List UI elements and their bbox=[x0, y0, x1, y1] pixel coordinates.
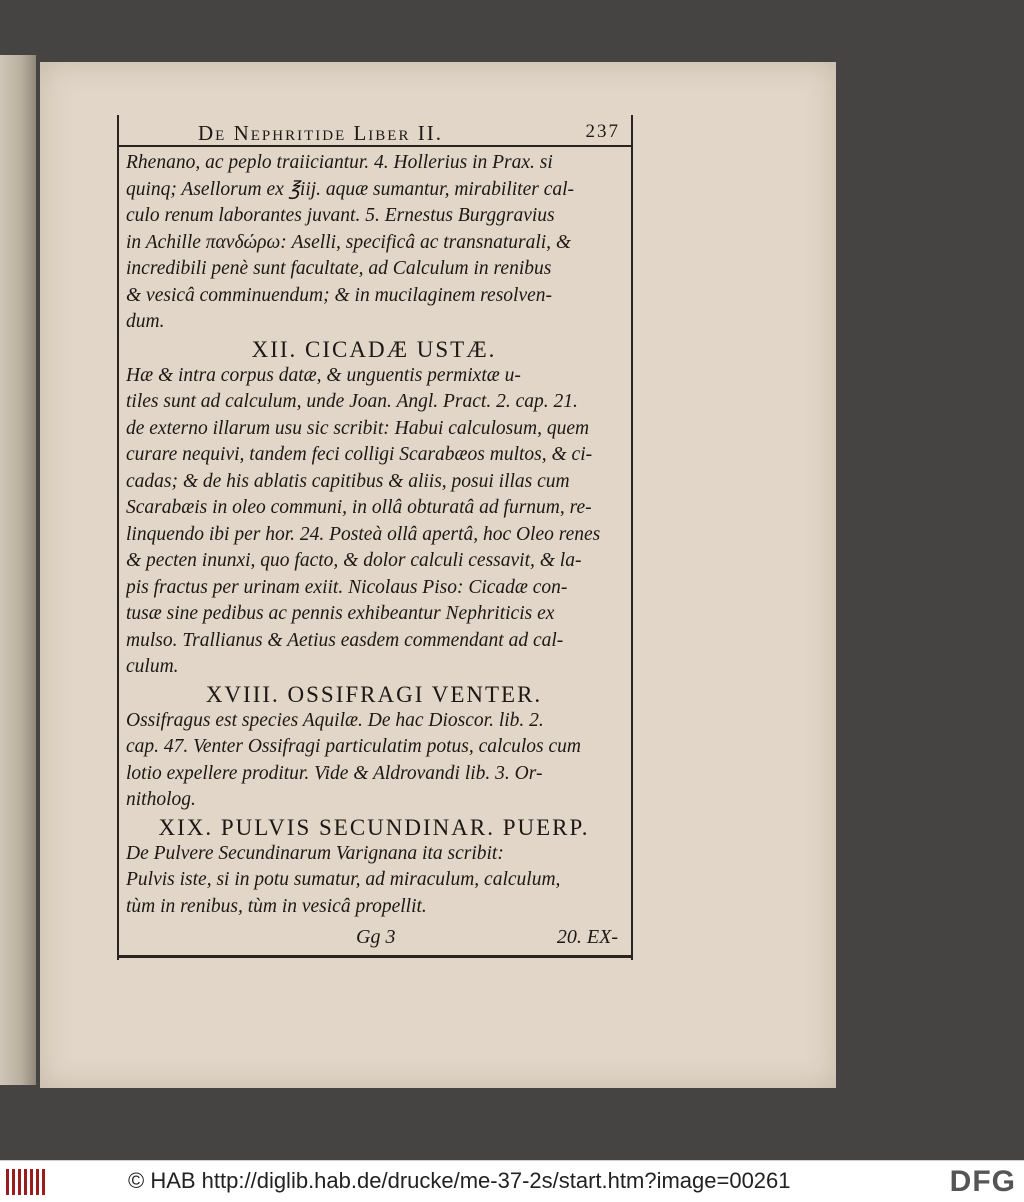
running-head bbox=[120, 119, 628, 145]
viewer-footer bbox=[0, 1160, 1024, 1202]
text-line: lotio expellere proditur. Vide & Aldrovandi lib. 3. Or- bbox=[126, 762, 543, 784]
text-line: tusæ sine pedibus ac pennis exhibeantur Nephriticis ex bbox=[126, 603, 555, 624]
text-line: Hæ & intra corpus datæ, & unguentis permixtæ u- bbox=[126, 364, 521, 386]
text-line: in Achille πανδώρω: Aselli, specificâ ac transnaturali, & bbox=[126, 231, 572, 253]
dfg-logo[interactable]: DFG bbox=[949, 1165, 1016, 1198]
text-line: incredibili penè sunt facultate, ad Calculum in renibus bbox=[126, 258, 552, 279]
text-line: culo renum laborantes juvant. 5. Ernestus Burggravius bbox=[126, 205, 555, 226]
text-line: pis fractus per urinam exiit. Nicolaus Piso: Cicadæ con- bbox=[126, 576, 568, 598]
section-heading-ossifragi: XVIII. OSSIFRAGI VENTER. bbox=[205, 681, 543, 707]
catchword: 20. EX- bbox=[556, 926, 618, 948]
copyright-link[interactable]: © HAB http://diglib.hab.de/drucke/me-37-2s/start.htm?image=00261 bbox=[128, 1168, 791, 1193]
text-line: quinq; Asellorum ex ℥iij. aquæ sumantur, mirabiliter cal- bbox=[126, 178, 575, 200]
text-line: mulso. Trallianus & Aetius easdem commendant ad cal- bbox=[126, 629, 564, 651]
text-line: linquendo ibi per hor. 24. Posteà ollâ apertâ, hoc Oleo renes bbox=[126, 523, 601, 545]
text-line: dum. bbox=[126, 311, 165, 332]
text-line: Rhenano, ac peplo traiiciantur. 4. Hollerius in Prax. si bbox=[126, 152, 553, 173]
text-line: Scarabæis in oleo communi, in ollâ obturatâ ad furnum, re- bbox=[126, 497, 592, 518]
hab-barcode-logo-icon[interactable] bbox=[6, 1169, 46, 1195]
text-line: tùm in renibus, tùm in vesicâ propellit. bbox=[126, 895, 427, 917]
text-line: De Pulvere Secundinarum Varignana ita scribit: bbox=[126, 842, 504, 864]
text-line: de externo illarum usu sic scribit: Habui calculosum, quem bbox=[126, 417, 590, 439]
text-line: cadas; & de his ablatis capitibus & aliis, posui illas cum bbox=[126, 470, 570, 492]
adjacent-page-edge bbox=[0, 55, 36, 1085]
text-line: & vesicâ comminuendum; & in mucilaginem resolven- bbox=[126, 284, 553, 306]
text-line: & pecten inunxi, quo facto, & dolor calculi cessavit, & la- bbox=[126, 550, 582, 571]
text-line: Ossifragus est species Aquilæ. De hac Dioscor. lib. 2. bbox=[126, 709, 544, 731]
section-heading-cicadae: XII. CICADÆ USTÆ. bbox=[251, 336, 497, 362]
text-line: tiles sunt ad calculum, unde Joan. Angl. Pract. 2. cap. 21. bbox=[126, 391, 578, 412]
signature-mark: Gg 3 bbox=[356, 926, 396, 948]
text-line: cap. 47. Venter Ossifragi particulatim potus, calculos cum bbox=[126, 736, 581, 757]
page-number: 237 bbox=[585, 121, 620, 142]
text-line: curare nequivi, tandem feci colligi Scarabæos multos, & ci- bbox=[126, 444, 593, 465]
text-line: Pulvis iste, si in potu sumatur, ad miraculum, calculum, bbox=[126, 869, 561, 890]
footer-rule bbox=[117, 955, 633, 958]
page-foot bbox=[126, 926, 622, 952]
text-line: nitholog. bbox=[126, 789, 196, 810]
section-heading-pulvis: XIX. PULVIS SECUNDINAR. PUERP. bbox=[158, 814, 590, 840]
text-line: culum. bbox=[126, 656, 179, 677]
page-text bbox=[126, 150, 622, 920]
running-title: De Nephritide Liber II. bbox=[198, 121, 443, 145]
